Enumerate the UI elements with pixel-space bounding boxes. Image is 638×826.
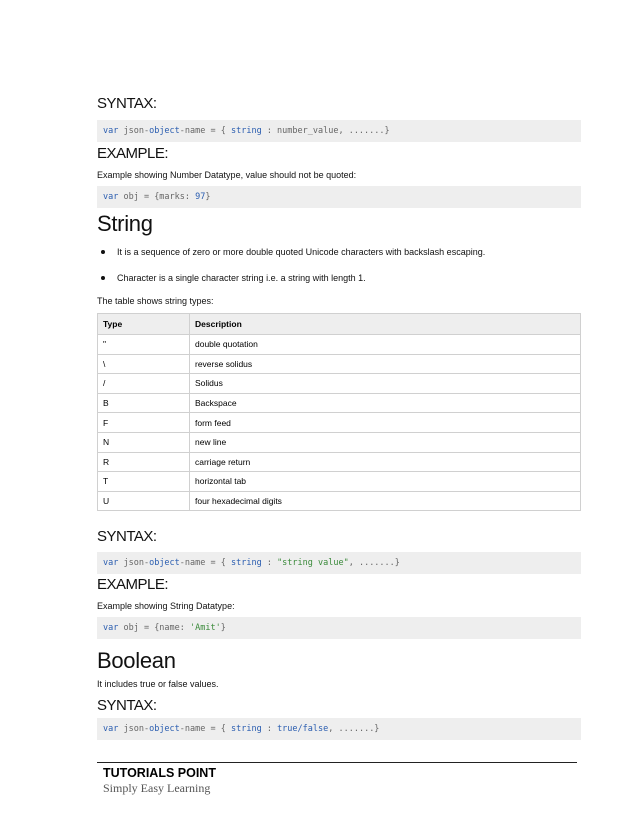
code-text: -name = {: [179, 126, 231, 136]
type-cell: R: [98, 452, 190, 472]
example-description: Example showing Number Datatype, value should not be quoted:: [97, 170, 357, 180]
syntax-heading: SYNTAX:: [97, 528, 157, 545]
code-keyword: var: [103, 623, 124, 633]
type-cell: B: [98, 393, 190, 413]
boolean-description: It includes true or false values.: [97, 679, 219, 689]
table-row: [98, 413, 581, 433]
bullet-icon: [101, 276, 105, 280]
description-cell: horizontal tab: [190, 472, 581, 492]
example-heading: EXAMPLE:: [97, 145, 169, 162]
type-cell: F: [98, 413, 190, 433]
column-header-description: Description: [190, 314, 581, 335]
table-row: [98, 472, 581, 492]
code-text: , .......}: [328, 724, 380, 734]
code-keyword: true/false: [277, 724, 329, 734]
table-row: [98, 374, 581, 394]
code-text: :: [261, 724, 278, 734]
code-text: , .......}: [348, 558, 400, 568]
code-block-example-string: [97, 617, 581, 639]
list-item-text: Character is a single character string i.e. a string with length 1.: [117, 273, 366, 283]
description-cell: form feed: [190, 413, 581, 433]
code-keyword: var: [103, 192, 124, 202]
syntax-heading: SYNTAX:: [97, 697, 157, 714]
code-keyword: var: [103, 724, 124, 734]
code-string: 'Amit': [190, 623, 221, 633]
table-row: [98, 335, 581, 355]
code-text: : number_value, .......}: [261, 126, 390, 136]
section-title-string: String: [97, 211, 153, 236]
list-item-text: It is a sequence of zero or more double quoted Unicode characters with backslash escaping.: [117, 247, 486, 257]
table-intro: The table shows string types:: [97, 296, 214, 306]
code-text: :: [261, 558, 278, 568]
code-block-syntax-boolean: [97, 718, 581, 740]
type-cell: \: [98, 354, 190, 374]
code-text: json-: [123, 724, 150, 734]
table-row: [98, 452, 581, 472]
code-text: -name = {: [179, 724, 231, 734]
code-text: json-: [123, 126, 150, 136]
footer-brand: TUTORIALS POINT: [103, 766, 216, 780]
code-keyword: var: [103, 126, 124, 136]
type-cell: N: [98, 432, 190, 452]
code-block-syntax-number: [97, 120, 581, 142]
description-cell: four hexadecimal digits: [190, 491, 581, 511]
code-text: }: [205, 192, 211, 202]
description-cell: Solidus: [190, 374, 581, 394]
code-text: obj = {marks:: [123, 192, 196, 202]
string-types-table: [97, 313, 581, 511]
code-keyword: string: [230, 558, 262, 568]
code-text: }: [220, 623, 226, 633]
code-block-example-number: [97, 186, 581, 208]
type-cell: U: [98, 491, 190, 511]
table-row: [98, 354, 581, 374]
bullet-icon: [101, 250, 105, 254]
type-cell: /: [98, 374, 190, 394]
example-description: Example showing String Datatype:: [97, 601, 235, 611]
footer-divider: [97, 762, 577, 763]
description-cell: reverse solidus: [190, 354, 581, 374]
code-keyword: string: [230, 126, 262, 136]
section-title-boolean: Boolean: [97, 648, 176, 673]
code-keyword: var: [103, 558, 124, 568]
code-text: -name = {: [179, 558, 231, 568]
code-keyword: string: [230, 724, 262, 734]
code-string: "string value": [277, 558, 349, 568]
footer-tagline: Simply Easy Learning: [103, 781, 211, 795]
description-cell: double quotation: [190, 335, 581, 355]
description-cell: carriage return: [190, 452, 581, 472]
code-keyword: object: [149, 724, 180, 734]
description-cell: Backspace: [190, 393, 581, 413]
code-keyword: object: [149, 558, 180, 568]
table-row: [98, 393, 581, 413]
table-header-row: [98, 314, 581, 335]
code-text: json-: [123, 558, 150, 568]
example-heading: EXAMPLE:: [97, 576, 169, 593]
syntax-heading: SYNTAX:: [97, 95, 157, 112]
table-row: [98, 491, 581, 511]
table-row: [98, 432, 581, 452]
code-keyword: object: [149, 126, 180, 136]
type-cell: T: [98, 472, 190, 492]
type-cell: ": [98, 335, 190, 355]
code-block-syntax-string: [97, 552, 581, 574]
description-cell: new line: [190, 432, 581, 452]
column-header-type: Type: [98, 314, 190, 335]
code-number: 97: [195, 192, 206, 202]
code-text: obj = {name:: [123, 623, 191, 633]
